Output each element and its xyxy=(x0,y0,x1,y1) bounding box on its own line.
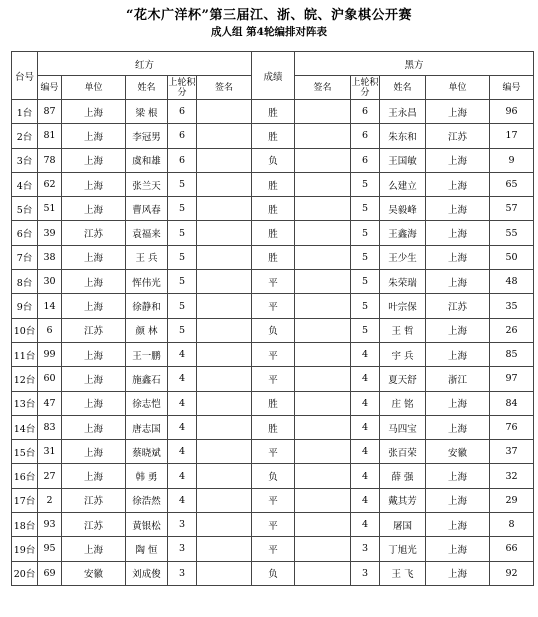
black-unit-cell: 上海 xyxy=(426,561,490,585)
header-black-prev-score: 上轮积分 xyxy=(351,77,379,98)
red-signature-cell xyxy=(197,464,252,488)
black-name-cell: 王少生 xyxy=(380,245,426,269)
black-signature-cell xyxy=(295,318,351,342)
result-cell: 平 xyxy=(252,440,295,464)
red-name-cell: 徐浩然 xyxy=(126,488,168,512)
header-black-unit: 单位 xyxy=(426,76,490,100)
red-unit-cell: 安徽 xyxy=(62,561,126,585)
black-prev-score-cell: 5 xyxy=(351,197,380,221)
black-signature-cell xyxy=(295,513,351,537)
red-name-cell: 王一鹏 xyxy=(126,342,168,366)
black-unit-cell: 上海 xyxy=(426,488,490,512)
black-prev-score-cell: 4 xyxy=(351,488,380,512)
red-name-cell: 王 兵 xyxy=(126,245,168,269)
table-number-cell: 18台 xyxy=(12,513,38,537)
red-unit-cell: 上海 xyxy=(62,100,126,124)
black-name-cell: 么建立 xyxy=(380,172,426,196)
red-prev-score-cell: 4 xyxy=(168,367,197,391)
table-row xyxy=(12,367,534,391)
red-number-cell: 30 xyxy=(38,270,62,294)
table-row xyxy=(12,221,534,245)
black-name-cell: 庄 铭 xyxy=(380,391,426,415)
red-name-cell: 颜 林 xyxy=(126,318,168,342)
table-number-cell: 19台 xyxy=(12,537,38,561)
table-number-cell: 9台 xyxy=(12,294,38,318)
red-name-cell: 恽伟光 xyxy=(126,270,168,294)
red-unit-cell: 上海 xyxy=(62,245,126,269)
table-number-cell: 8台 xyxy=(12,270,38,294)
red-number-cell: 62 xyxy=(38,172,62,196)
red-unit-cell: 上海 xyxy=(62,464,126,488)
black-unit-cell: 上海 xyxy=(426,221,490,245)
red-prev-score-cell: 4 xyxy=(168,415,197,439)
red-signature-cell xyxy=(197,415,252,439)
red-signature-cell xyxy=(197,172,252,196)
black-prev-score-cell: 4 xyxy=(351,367,380,391)
black-unit-cell: 上海 xyxy=(426,342,490,366)
header-red-side: 红方 xyxy=(38,52,252,76)
black-number-cell: 8 xyxy=(490,513,534,537)
black-unit-cell: 上海 xyxy=(426,464,490,488)
red-unit-cell: 上海 xyxy=(62,342,126,366)
red-number-cell: 14 xyxy=(38,294,62,318)
red-unit-cell: 上海 xyxy=(62,367,126,391)
red-prev-score-cell: 5 xyxy=(168,270,197,294)
black-signature-cell xyxy=(295,245,351,269)
result-cell: 胜 xyxy=(252,415,295,439)
result-cell: 负 xyxy=(252,148,295,172)
black-prev-score-cell: 4 xyxy=(351,342,380,366)
black-signature-cell xyxy=(295,294,351,318)
red-prev-score-cell: 4 xyxy=(168,464,197,488)
header-black-name: 姓名 xyxy=(380,76,426,100)
black-number-cell: 29 xyxy=(490,488,534,512)
black-number-cell: 66 xyxy=(490,537,534,561)
red-name-cell: 张兰天 xyxy=(126,172,168,196)
black-signature-cell xyxy=(295,367,351,391)
result-cell: 胜 xyxy=(252,172,295,196)
red-prev-score-cell: 6 xyxy=(168,148,197,172)
black-signature-cell xyxy=(295,124,351,148)
black-unit-cell: 上海 xyxy=(426,270,490,294)
table-row xyxy=(12,245,534,269)
table-number-cell: 11台 xyxy=(12,342,38,366)
red-prev-score-cell: 5 xyxy=(168,197,197,221)
table-row xyxy=(12,270,534,294)
table-row xyxy=(12,464,534,488)
red-unit-cell: 江苏 xyxy=(62,318,126,342)
black-prev-score-cell: 3 xyxy=(351,561,380,585)
black-signature-cell xyxy=(295,197,351,221)
table-row xyxy=(12,294,534,318)
black-prev-score-cell: 6 xyxy=(351,124,380,148)
red-signature-cell xyxy=(197,124,252,148)
black-signature-cell xyxy=(295,440,351,464)
red-signature-cell xyxy=(197,221,252,245)
result-cell: 平 xyxy=(252,270,295,294)
header-result: 成绩 xyxy=(252,52,295,100)
red-number-cell: 51 xyxy=(38,197,62,221)
red-unit-cell: 江苏 xyxy=(62,488,126,512)
red-signature-cell xyxy=(197,367,252,391)
table-number-cell: 1台 xyxy=(12,100,38,124)
black-number-cell: 57 xyxy=(490,197,534,221)
table-row xyxy=(12,197,534,221)
table-row xyxy=(12,513,534,537)
black-prev-score-cell: 6 xyxy=(351,100,380,124)
red-prev-score-cell: 3 xyxy=(168,561,197,585)
table-number-cell: 4台 xyxy=(12,172,38,196)
black-name-cell: 夏天舒 xyxy=(380,367,426,391)
header-black-signature: 签名 xyxy=(295,76,351,100)
table-number-cell: 6台 xyxy=(12,221,38,245)
black-number-cell: 50 xyxy=(490,245,534,269)
black-number-cell: 76 xyxy=(490,415,534,439)
red-prev-score-cell: 4 xyxy=(168,342,197,366)
result-cell: 负 xyxy=(252,561,295,585)
black-signature-cell xyxy=(295,464,351,488)
black-number-cell: 48 xyxy=(490,270,534,294)
black-number-cell: 17 xyxy=(490,124,534,148)
table-row xyxy=(12,440,534,464)
result-cell: 负 xyxy=(252,318,295,342)
black-number-cell: 96 xyxy=(490,100,534,124)
black-number-cell: 32 xyxy=(490,464,534,488)
black-name-cell: 戴其芳 xyxy=(380,488,426,512)
header-table-no: 台号 xyxy=(12,52,38,100)
black-number-cell: 9 xyxy=(490,148,534,172)
red-name-cell: 梁 根 xyxy=(126,100,168,124)
red-name-cell: 韩 勇 xyxy=(126,464,168,488)
table-row xyxy=(12,318,534,342)
table-row xyxy=(12,100,534,124)
black-signature-cell xyxy=(295,415,351,439)
red-signature-cell xyxy=(197,342,252,366)
table-number-cell: 15台 xyxy=(12,440,38,464)
red-signature-cell xyxy=(197,197,252,221)
red-number-cell: 60 xyxy=(38,367,62,391)
header-red-signature: 签名 xyxy=(197,76,252,100)
black-unit-cell: 上海 xyxy=(426,197,490,221)
black-unit-cell: 上海 xyxy=(426,172,490,196)
black-prev-score-cell: 4 xyxy=(351,415,380,439)
header-black-number: 编号 xyxy=(490,76,534,100)
black-number-cell: 85 xyxy=(490,342,534,366)
black-prev-score-cell: 5 xyxy=(351,221,380,245)
red-unit-cell: 上海 xyxy=(62,294,126,318)
red-unit-cell: 上海 xyxy=(62,537,126,561)
red-unit-cell: 上海 xyxy=(62,440,126,464)
black-prev-score-cell: 4 xyxy=(351,513,380,537)
red-number-cell: 83 xyxy=(38,415,62,439)
black-unit-cell: 上海 xyxy=(426,148,490,172)
black-unit-cell: 江苏 xyxy=(426,124,490,148)
red-unit-cell: 江苏 xyxy=(62,513,126,537)
header-red-name: 姓名 xyxy=(126,76,168,100)
red-name-cell: 施鑫石 xyxy=(126,367,168,391)
red-number-cell: 2 xyxy=(38,488,62,512)
red-name-cell: 曹风春 xyxy=(126,197,168,221)
black-prev-score-cell: 5 xyxy=(351,270,380,294)
header-red-unit: 单位 xyxy=(62,76,126,100)
header-red-prev-score: 上轮积分 xyxy=(168,77,196,98)
black-signature-cell xyxy=(295,537,351,561)
black-signature-cell xyxy=(295,488,351,512)
result-cell: 平 xyxy=(252,294,295,318)
black-signature-cell xyxy=(295,342,351,366)
black-number-cell: 26 xyxy=(490,318,534,342)
result-cell: 平 xyxy=(252,537,295,561)
black-number-cell: 37 xyxy=(490,440,534,464)
red-number-cell: 95 xyxy=(38,537,62,561)
black-signature-cell xyxy=(295,148,351,172)
black-name-cell: 王永昌 xyxy=(380,100,426,124)
black-unit-cell: 上海 xyxy=(426,415,490,439)
red-name-cell: 刘成俊 xyxy=(126,561,168,585)
red-prev-score-cell: 4 xyxy=(168,488,197,512)
red-number-cell: 99 xyxy=(38,342,62,366)
table-row xyxy=(12,391,534,415)
black-name-cell: 屠国 xyxy=(380,513,426,537)
result-cell: 胜 xyxy=(252,124,295,148)
black-name-cell: 王 哲 xyxy=(380,318,426,342)
document-title: “花木广洋杯”第三届江、浙、皖、沪象棋公开赛 xyxy=(126,8,412,23)
red-prev-score-cell: 5 xyxy=(168,221,197,245)
red-signature-cell xyxy=(197,148,252,172)
result-cell: 胜 xyxy=(252,197,295,221)
red-signature-cell xyxy=(197,488,252,512)
black-signature-cell xyxy=(295,221,351,245)
black-name-cell: 王 飞 xyxy=(380,561,426,585)
black-signature-cell xyxy=(295,270,351,294)
black-prev-score-cell: 5 xyxy=(351,172,380,196)
table-number-cell: 10台 xyxy=(12,318,38,342)
black-signature-cell xyxy=(295,561,351,585)
red-number-cell: 39 xyxy=(38,221,62,245)
black-prev-score-cell: 5 xyxy=(351,318,380,342)
red-number-cell: 93 xyxy=(38,513,62,537)
red-prev-score-cell: 5 xyxy=(168,172,197,196)
table-row xyxy=(12,148,534,172)
red-number-cell: 38 xyxy=(38,245,62,269)
table-row xyxy=(12,342,534,366)
table-number-cell: 3台 xyxy=(12,148,38,172)
red-name-cell: 陶 恒 xyxy=(126,537,168,561)
black-name-cell: 朱东和 xyxy=(380,124,426,148)
document-subtitle: 成人组 第4轮编排对阵表 xyxy=(211,26,327,38)
table-number-cell: 17台 xyxy=(12,488,38,512)
red-signature-cell xyxy=(197,513,252,537)
black-number-cell: 92 xyxy=(490,561,534,585)
red-signature-cell xyxy=(197,391,252,415)
table-number-cell: 20台 xyxy=(12,561,38,585)
red-signature-cell xyxy=(197,270,252,294)
black-name-cell: 薛 强 xyxy=(380,464,426,488)
table-row xyxy=(12,172,534,196)
red-unit-cell: 江苏 xyxy=(62,221,126,245)
black-name-cell: 张百荣 xyxy=(380,440,426,464)
table-number-cell: 13台 xyxy=(12,391,38,415)
black-prev-score-cell: 4 xyxy=(351,391,380,415)
red-number-cell: 87 xyxy=(38,100,62,124)
red-number-cell: 31 xyxy=(38,440,62,464)
table-row xyxy=(12,415,534,439)
table-number-cell: 7台 xyxy=(12,245,38,269)
red-name-cell: 蔡晓斌 xyxy=(126,440,168,464)
red-name-cell: 虞和雄 xyxy=(126,148,168,172)
black-prev-score-cell: 4 xyxy=(351,440,380,464)
red-unit-cell: 上海 xyxy=(62,148,126,172)
red-number-cell: 47 xyxy=(38,391,62,415)
red-name-cell: 唐志国 xyxy=(126,415,168,439)
black-prev-score-cell: 4 xyxy=(351,464,380,488)
red-prev-score-cell: 5 xyxy=(168,294,197,318)
black-unit-cell: 上海 xyxy=(426,537,490,561)
black-name-cell: 王国敏 xyxy=(380,148,426,172)
red-signature-cell xyxy=(197,294,252,318)
red-prev-score-cell: 6 xyxy=(168,124,197,148)
black-number-cell: 35 xyxy=(490,294,534,318)
red-prev-score-cell: 4 xyxy=(168,391,197,415)
result-cell: 平 xyxy=(252,367,295,391)
result-cell: 负 xyxy=(252,464,295,488)
black-unit-cell: 上海 xyxy=(426,391,490,415)
result-cell: 平 xyxy=(252,513,295,537)
red-unit-cell: 上海 xyxy=(62,391,126,415)
black-unit-cell: 安徽 xyxy=(426,440,490,464)
red-unit-cell: 上海 xyxy=(62,270,126,294)
result-cell: 胜 xyxy=(252,391,295,415)
table-number-cell: 2台 xyxy=(12,124,38,148)
black-unit-cell: 上海 xyxy=(426,100,490,124)
red-signature-cell xyxy=(197,561,252,585)
red-name-cell: 袁福来 xyxy=(126,221,168,245)
red-name-cell: 李冠男 xyxy=(126,124,168,148)
red-number-cell: 27 xyxy=(38,464,62,488)
red-unit-cell: 上海 xyxy=(62,124,126,148)
table-row xyxy=(12,537,534,561)
black-number-cell: 97 xyxy=(490,367,534,391)
red-prev-score-cell: 4 xyxy=(168,440,197,464)
red-unit-cell: 上海 xyxy=(62,172,126,196)
red-number-cell: 81 xyxy=(38,124,62,148)
red-unit-cell: 上海 xyxy=(62,197,126,221)
header-black-side: 黑方 xyxy=(295,52,534,76)
black-prev-score-cell: 6 xyxy=(351,148,380,172)
red-name-cell: 徐志恺 xyxy=(126,391,168,415)
table-number-cell: 14台 xyxy=(12,415,38,439)
red-prev-score-cell: 3 xyxy=(168,537,197,561)
result-cell: 胜 xyxy=(252,245,295,269)
black-signature-cell xyxy=(295,391,351,415)
black-unit-cell: 浙江 xyxy=(426,367,490,391)
red-unit-cell: 上海 xyxy=(62,415,126,439)
red-signature-cell xyxy=(197,537,252,561)
black-prev-score-cell: 5 xyxy=(351,294,380,318)
red-number-cell: 78 xyxy=(38,148,62,172)
result-cell: 平 xyxy=(252,342,295,366)
black-unit-cell: 江苏 xyxy=(426,294,490,318)
red-signature-cell xyxy=(197,318,252,342)
black-unit-cell: 上海 xyxy=(426,513,490,537)
red-number-cell: 69 xyxy=(38,561,62,585)
red-signature-cell xyxy=(197,245,252,269)
black-number-cell: 65 xyxy=(490,172,534,196)
table-row xyxy=(12,561,534,585)
black-signature-cell xyxy=(295,172,351,196)
header-red-number: 编号 xyxy=(38,76,62,100)
table-number-cell: 12台 xyxy=(12,367,38,391)
red-prev-score-cell: 5 xyxy=(168,318,197,342)
result-cell: 胜 xyxy=(252,221,295,245)
red-prev-score-cell: 5 xyxy=(168,245,197,269)
black-name-cell: 吴毅峰 xyxy=(380,197,426,221)
result-cell: 胜 xyxy=(252,100,295,124)
black-prev-score-cell: 3 xyxy=(351,537,380,561)
red-prev-score-cell: 3 xyxy=(168,513,197,537)
result-cell: 平 xyxy=(252,488,295,512)
black-name-cell: 朱荣瑞 xyxy=(380,270,426,294)
red-number-cell: 6 xyxy=(38,318,62,342)
table-number-cell: 16台 xyxy=(12,464,38,488)
red-name-cell: 徐静和 xyxy=(126,294,168,318)
black-signature-cell xyxy=(295,100,351,124)
red-name-cell: 黄银松 xyxy=(126,513,168,537)
red-signature-cell xyxy=(197,440,252,464)
red-signature-cell xyxy=(197,100,252,124)
black-name-cell: 叶宗保 xyxy=(380,294,426,318)
black-number-cell: 84 xyxy=(490,391,534,415)
black-name-cell: 马四宝 xyxy=(380,415,426,439)
black-name-cell: 王鑫海 xyxy=(380,221,426,245)
pairings-table xyxy=(11,51,534,586)
black-prev-score-cell: 5 xyxy=(351,245,380,269)
table-row xyxy=(12,488,534,512)
black-unit-cell: 上海 xyxy=(426,245,490,269)
black-name-cell: 丁旭光 xyxy=(380,537,426,561)
table-number-cell: 5台 xyxy=(12,197,38,221)
red-prev-score-cell: 6 xyxy=(168,100,197,124)
black-number-cell: 55 xyxy=(490,221,534,245)
table-row xyxy=(12,124,534,148)
black-name-cell: 宇 兵 xyxy=(380,342,426,366)
black-unit-cell: 上海 xyxy=(426,318,490,342)
